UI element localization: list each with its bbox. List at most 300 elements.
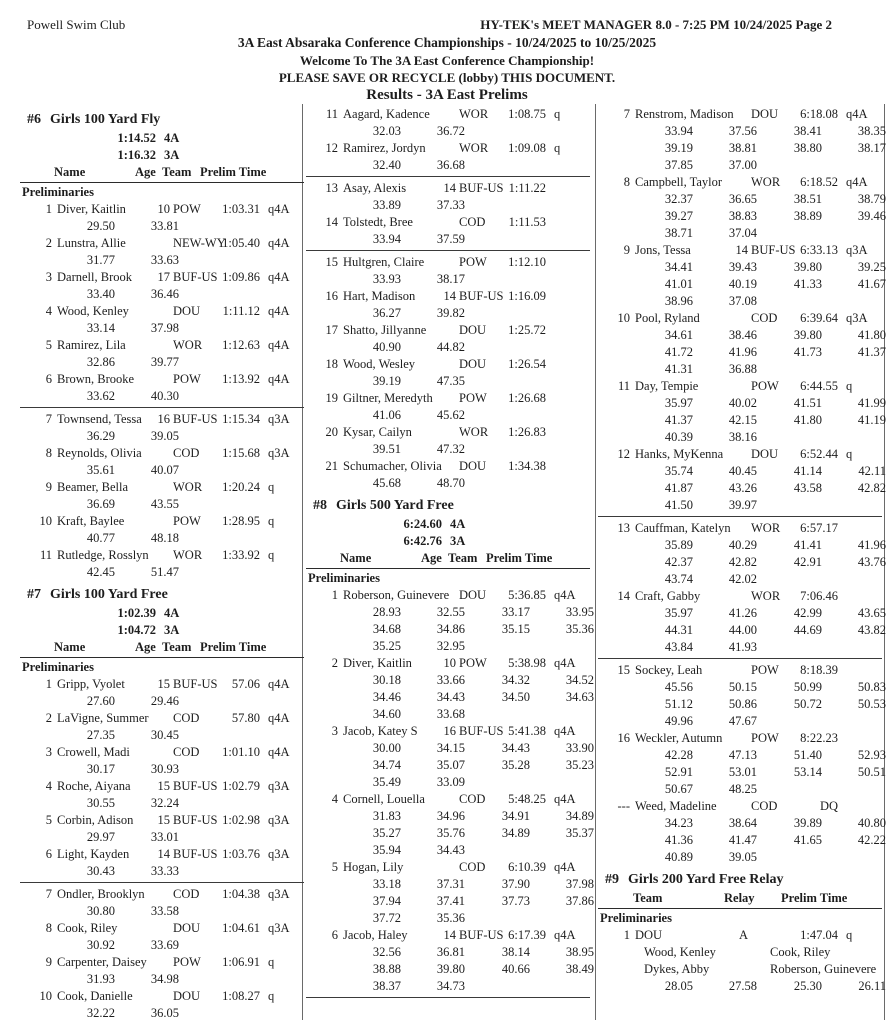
splits-row [598,815,886,832]
split-time: 38.95 [565,945,594,959]
splits-row [20,863,304,880]
split-time: 34.43 [436,843,465,857]
event-number: #8 [313,498,327,513]
split-time: 41.93 [728,640,757,654]
place: 8 [45,921,52,935]
splits-row [598,497,882,514]
split-time: 38.79 [857,192,886,206]
team: WOR [459,141,489,155]
qualify-flag: q3A [846,243,868,257]
split-time: 44.31 [664,623,693,637]
split-time: 52.93 [857,748,886,762]
swimmer-name: Wood, Kenley [57,304,129,318]
swimmer-name: Campbell, Taylor [635,175,723,189]
split-time: 43.74 [664,572,693,586]
col-header-team: Team [162,165,192,179]
splits-row [598,191,886,208]
split-time: 38.17 [436,272,465,286]
prelim-time: DQ [819,799,838,813]
team: DOU [459,459,487,473]
result-row [20,201,304,218]
split-time: 45.62 [436,408,465,422]
event-title [306,497,590,515]
split-time: 30.43 [86,864,115,878]
splits-row [306,893,594,910]
prelim-time: 7:06.46 [800,589,838,603]
splits-row [306,672,594,689]
split-time: 33.95 [565,605,594,619]
result-row [598,446,882,463]
result-row [306,723,590,740]
place: 14 [617,589,630,603]
split-time: 42.37 [664,555,693,569]
qualify-flag: q3A [268,921,290,935]
split-time: 38.64 [728,816,757,830]
split-time: 39.77 [150,355,179,369]
split-time: 34.50 [501,690,530,704]
split-time: 37.85 [664,158,693,172]
split-time: 41.96 [728,345,757,359]
swimmer-name: Roche, Aiyana [57,779,131,793]
split-time: 36.81 [436,945,465,959]
split-time: 30.17 [86,762,115,776]
splits-row [598,327,886,344]
split-time: 47.35 [436,374,465,388]
splits-row [20,971,304,988]
swimmer-name: Reynolds, Olivia [57,446,142,460]
swimmer-name: Kysar, Cailyn [343,425,412,439]
swimmer-name: Corbin, Adison [57,813,134,827]
split-time: 39.27 [664,209,693,223]
split-time: 38.51 [793,192,822,206]
results-column-3 [598,106,886,995]
col-header-prelim-time: Prelim Time [200,640,267,654]
result-row [306,322,590,339]
swimmer-name: Hultgren, Claire [343,255,425,269]
result-row [598,798,882,815]
place: --- [617,799,630,813]
swimmer-name: Tolstedt, Bree [343,215,413,229]
split-time: 41.41 [793,538,822,552]
team: BUF-US [173,677,218,691]
swimmer-name: Shatto, Jillyanne [343,323,427,337]
split-time: 31.93 [86,972,115,986]
swimmer-name: Ramirez, Lila [57,338,126,352]
place: 3 [45,270,52,284]
place: 3 [331,724,338,738]
splits-row [598,622,886,639]
qualify-flag: q4A [554,656,576,670]
split-time: 42.91 [793,555,822,569]
split-time: 38.49 [565,962,594,976]
splits-row [598,554,886,571]
qualify-flag: q4A [268,745,290,759]
results-column-2 [306,106,594,1001]
team: DOU [459,357,487,371]
split-time: 38.35 [857,124,886,138]
qualifying-standard-label: 3A [164,148,180,162]
split-time: 42.82 [728,555,757,569]
qualify-flag: q4A [554,860,576,874]
swimmer-name: Jacob, Katey S [343,724,418,738]
split-time: 33.58 [150,904,179,918]
result-row [598,106,882,123]
split-time: 33.62 [86,389,115,403]
team: POW [173,514,201,528]
result-row [20,846,304,863]
qualifying-time-row [306,516,590,533]
swimmer-name: Lunstra, Allie [57,236,126,250]
qualifying-time: 1:02.39 [117,606,156,620]
split-time: 43.58 [793,481,822,495]
prelim-time: 1:26.83 [508,425,546,439]
qualifying-time-row [20,622,304,639]
qualify-flag: q [268,989,275,1003]
result-row [306,288,590,305]
split-time: 35.25 [372,639,401,653]
swimmer-name: Cook, Danielle [57,989,133,1003]
result-row [306,859,590,876]
splits-row [20,530,304,547]
split-time: 32.37 [664,192,693,206]
team: BUF-US [459,724,504,738]
splits-row [598,832,886,849]
split-time: 39.80 [793,328,822,342]
notice-line: PLEASE SAVE OR RECYCLE (lobby) THIS DOCUMENT. [278,70,616,85]
result-row [598,520,882,537]
qualifying-time: 1:04.72 [117,623,156,637]
split-time: 41.06 [372,408,401,422]
qualify-flag: q [846,928,853,942]
team: WOR [459,425,489,439]
prelim-time: 1:11.53 [508,215,546,229]
place: 1 [623,928,630,942]
result-row [306,424,590,441]
split-time: 41.19 [857,413,886,427]
place: 6 [45,372,52,386]
team: POW [459,391,487,405]
swimmer-name: Diver, Kaitlin [57,202,126,216]
col-header-age: Age [421,551,442,565]
place: 5 [331,860,338,874]
result-row [306,214,590,231]
qualify-flag: q4A [846,107,868,121]
splits-row [20,252,304,269]
team: DOU [173,921,201,935]
split-time: 45.56 [664,680,693,694]
prelim-time: 1:04.38 [222,887,260,901]
split-time: 33.18 [372,877,401,891]
swimmer-name: Rutledge, Rosslyn [57,548,149,562]
split-time: 35.37 [565,826,594,840]
split-time: 39.89 [793,816,822,830]
team: POW [173,955,201,969]
splits-row [306,689,594,706]
split-time: 37.41 [436,894,465,908]
split-time: 49.96 [664,714,693,728]
team: COD [173,887,200,901]
result-row [306,655,590,672]
splits-row [20,795,304,812]
split-time: 36.72 [436,124,465,138]
age: 10 [157,202,170,216]
team: POW [459,656,487,670]
split-time: 44.00 [728,623,757,637]
split-time: 33.81 [150,219,179,233]
place: 5 [45,338,52,352]
split-time: 25.30 [793,979,822,993]
prelim-time: 1:08.27 [222,989,260,1003]
prelim-time: 1:09.08 [508,141,546,155]
splits-row [306,271,590,288]
split-time: 35.89 [664,538,693,552]
result-row [306,390,590,407]
splits-row [306,305,590,322]
split-time: 43.76 [857,555,886,569]
col-header-name: Name [340,551,372,565]
qualify-flag: q3A [268,847,290,861]
team: COD [173,745,200,759]
split-time: 35.07 [436,758,465,772]
split-time: 39.05 [728,850,757,864]
result-row [306,791,590,808]
result-row [20,744,304,761]
split-time: 41.37 [857,345,886,359]
split-time: 34.89 [565,809,594,823]
split-time: 41.14 [793,464,822,478]
age: 16 [157,412,170,426]
splits-row [306,978,590,995]
result-row [306,140,590,157]
result-row [598,242,882,259]
result-row [20,235,304,252]
splits-row [598,259,886,276]
split-time: 42.22 [857,833,886,847]
prelim-time: 1:08.75 [508,107,546,121]
splits-row [20,462,304,479]
result-row [20,778,304,795]
split-time: 43.84 [664,640,693,654]
result-row [598,730,882,747]
split-time: 33.93 [372,272,401,286]
split-time: 34.96 [436,809,465,823]
team: DOU [751,107,779,121]
split-time: 40.07 [150,463,179,477]
split-time: 42.02 [728,572,757,586]
prelim-time: 6:10.39 [508,860,546,874]
split-time: 33.89 [372,198,401,212]
split-time: 35.36 [436,911,465,925]
divider-line [306,250,590,251]
split-time: 48.70 [436,476,465,490]
relay-swimmer: Dykes, Abby [644,962,710,976]
split-time: 35.28 [501,758,530,772]
splits-row [20,727,304,744]
qualifying-time: 1:16.32 [117,148,156,162]
splits-row [598,480,886,497]
team: BUF-US [173,779,218,793]
split-time: 36.69 [86,497,115,511]
splits-row [306,876,594,893]
splits-row [598,140,886,157]
relay-swimmer: Roberson, Guinevere [770,962,877,976]
split-time: 31.83 [372,809,401,823]
split-time: 41.37 [664,413,693,427]
result-row [20,812,304,829]
split-time: 40.90 [372,340,401,354]
split-time: 28.93 [372,605,401,619]
splits-row [20,903,304,920]
team: POW [751,663,779,677]
splits-row [306,910,590,927]
split-time: 38.80 [793,141,822,155]
split-time: 42.99 [793,606,822,620]
split-time: 30.80 [86,904,115,918]
event-name: Girls 500 Yard Free [336,498,454,513]
split-time: 39.19 [372,374,401,388]
team: BUF-US [459,289,504,303]
split-time: 35.94 [372,843,401,857]
split-time: 33.94 [372,232,401,246]
split-time: 32.22 [86,1006,115,1020]
swimmer-name: Wood, Wesley [343,357,416,371]
splits-row [598,679,886,696]
result-row [306,356,590,373]
place: 12 [617,447,630,461]
split-time: 34.43 [436,690,465,704]
club-name: Powell Swim Club [27,17,126,32]
swimmer-name: Crowell, Madi [57,745,130,759]
swimmer-name: Ramirez, Jordyn [343,141,426,155]
preliminaries-label: Preliminaries [600,911,672,925]
result-row [306,927,590,944]
split-time: 35.76 [436,826,465,840]
split-time: 37.04 [728,226,757,240]
team: DOU [173,989,201,1003]
prelim-time: 8:18.39 [800,663,838,677]
split-time: 40.30 [150,389,179,403]
split-time: 42.28 [664,748,693,762]
split-time: 38.16 [728,430,757,444]
split-time: 34.61 [664,328,693,342]
split-time: 34.15 [436,741,465,755]
result-row [20,676,304,693]
split-time: 34.98 [150,972,179,986]
result-row [598,310,882,327]
age: 15 [157,677,170,691]
place: 20 [325,425,338,439]
split-time: 33.01 [150,830,179,844]
place: 17 [325,323,338,337]
welcome-line: Welcome To The 3A East Conference Championship! [299,53,595,68]
split-time: 32.95 [436,639,465,653]
prelim-time: 6:18.08 [800,107,838,121]
place: 1 [45,202,52,216]
splits-row [598,747,886,764]
swimmer-name: Ondler, Brooklyn [57,887,145,901]
qualify-flag: q4A [268,677,290,691]
prelim-time: 1:04.61 [222,921,260,935]
split-time: 37.72 [372,911,401,925]
relay-swimmer: Wood, Kenley [644,945,716,959]
split-time: 33.66 [436,673,465,687]
place: 7 [45,887,52,901]
split-time: 51.47 [150,565,179,579]
swimmer-name: Aagard, Kadence [343,107,430,121]
result-row [598,174,882,191]
splits-row [20,286,304,303]
qualify-flag: q [554,107,561,121]
place: 8 [623,175,630,189]
split-time: 41.33 [793,277,822,291]
swimmer-name: Jons, Tessa [635,243,691,257]
team: COD [751,311,778,325]
split-time: 40.66 [501,962,530,976]
place: 13 [617,521,630,535]
qualify-flag: q [268,514,275,528]
prelim-time: 1:12.10 [508,255,546,269]
prelim-time: 1:05.40 [222,236,260,250]
splits-row [20,693,304,710]
swimmer-name: Hogan, Lily [343,860,404,874]
swimmer-name: Jacob, Haley [343,928,408,942]
split-time: 33.09 [436,775,465,789]
splits-row [598,293,882,310]
split-time: 37.98 [565,877,594,891]
split-time: 35.36 [565,622,594,636]
splits-row [306,774,590,791]
splits-row [306,808,594,825]
split-time: 41.01 [664,277,693,291]
divider-line [306,997,590,998]
swimmer-name: Giltner, Meredyth [343,391,433,405]
col-header-age: Age [135,165,156,179]
split-time: 38.89 [793,209,822,223]
place: 21 [325,459,338,473]
team: COD [173,711,200,725]
swimmer-name: LaVigne, Summer [57,711,149,725]
splits-row [306,231,590,248]
splits-row [598,713,882,730]
team: BUF-US [173,412,218,426]
splits-row [598,344,886,361]
results-column-1 [20,106,304,1022]
swimmer-name: Gripp, Vyolet [57,677,125,691]
splits-row [20,761,304,778]
qualify-flag: q3A [268,887,290,901]
split-time: 32.24 [150,796,179,810]
split-time: 36.65 [728,192,757,206]
split-time: 40.02 [728,396,757,410]
qualify-flag: q3A [268,779,290,793]
prelim-time: 1:20.24 [222,480,260,494]
preliminaries-label: Preliminaries [22,660,94,674]
split-time: 27.58 [728,979,757,993]
result-row [306,106,590,123]
col-header-relay: Relay [724,891,755,905]
split-time: 37.98 [150,321,179,335]
split-time: 37.86 [565,894,594,908]
table-header [598,890,882,909]
prelim-time: 5:48.25 [508,792,546,806]
split-time: 34.73 [436,979,465,993]
split-time: 32.55 [436,605,465,619]
team: WOR [173,480,203,494]
prelim-time: 1:26.68 [508,391,546,405]
prelim-time: 1:01.10 [222,745,260,759]
split-time: 40.29 [728,538,757,552]
split-time: 27.35 [86,728,115,742]
